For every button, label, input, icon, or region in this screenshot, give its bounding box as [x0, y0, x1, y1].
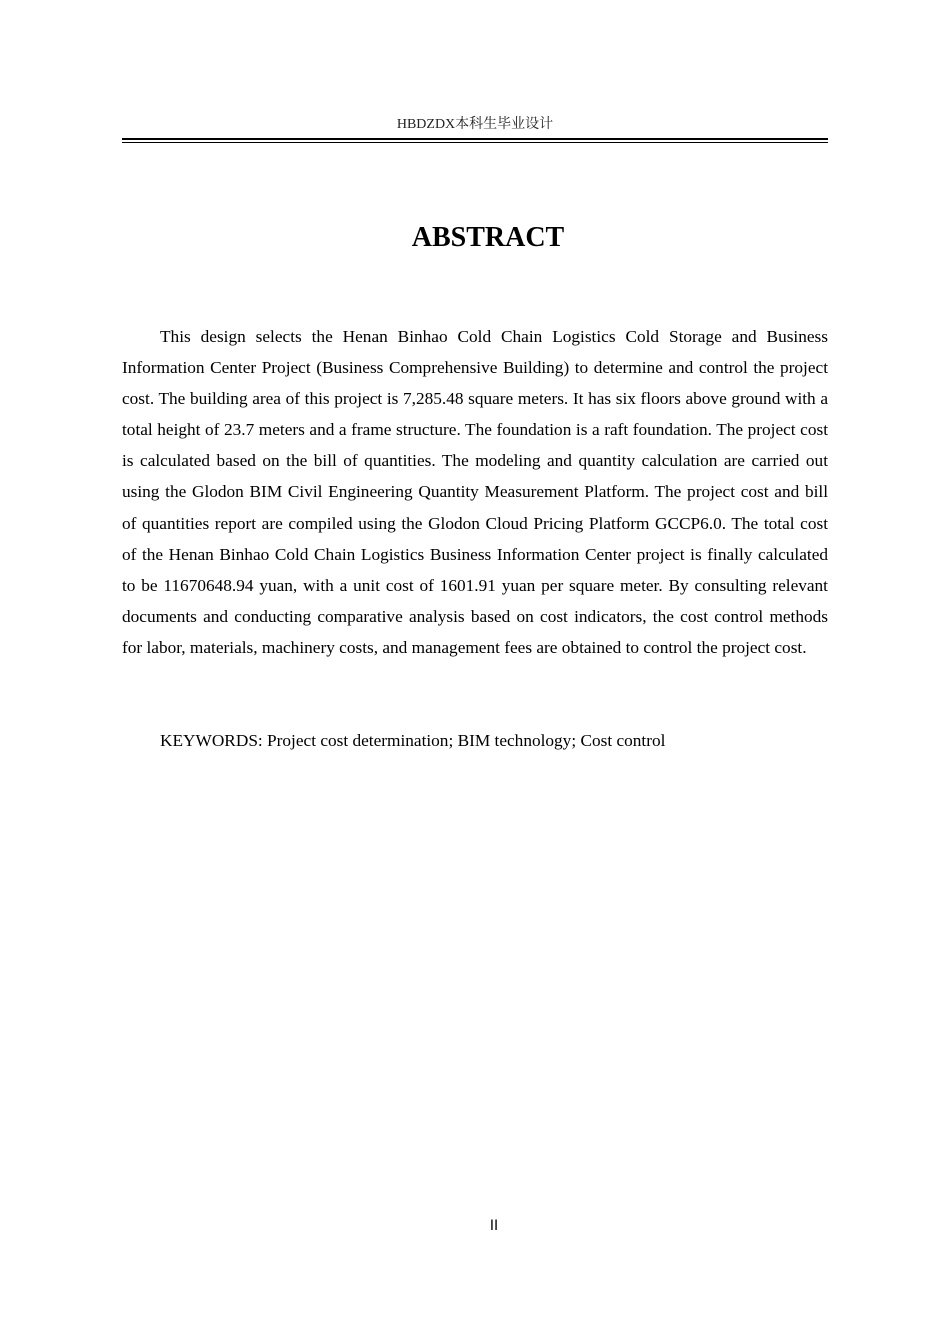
- abstract-body: This design selects the Henan Binhao Cold Chain Logistics Cold Storage and Business Information Center Project (Business Comprehensive Building) to determine and control the project cost. The building area of this project is 7,285.48 square meters. It has six floors above ground with a total height of 23.7 meters and a frame structure. The foundation is a raft foundation. The project cost is calculated based on the bill of quantities. The modeling and quantity calculation are carried out using the Glodon BIM Civil Engineering Quantity Measurement Platform. The project cost and bill of quantities report are compiled using the Glodon Cloud Pricing Platform GCCP6.0. The total cost of the Henan Binhao Cold Chain Logistics Business Information Center project is finally calculated to be 11670648.94 yuan, with a unit cost of 1601.91 yuan per square meter. By consulting relevant documents and conducting comparative analysis based on cost indicators, the cost control methods for labor, materials, machinery costs, and management fees are obtained to control the project cost.: [122, 327, 828, 657]
- keywords-line: KEYWORDS: Project cost determination; BIM technology; Cost control: [160, 731, 666, 750]
- header-rule-thin: [122, 142, 828, 143]
- header-rule-thick: [122, 138, 828, 140]
- running-header: HBDZDX本科生毕业设计: [396, 117, 554, 132]
- page-number: II: [489, 1218, 499, 1234]
- abstract-title: ABSTRACT: [411, 222, 565, 253]
